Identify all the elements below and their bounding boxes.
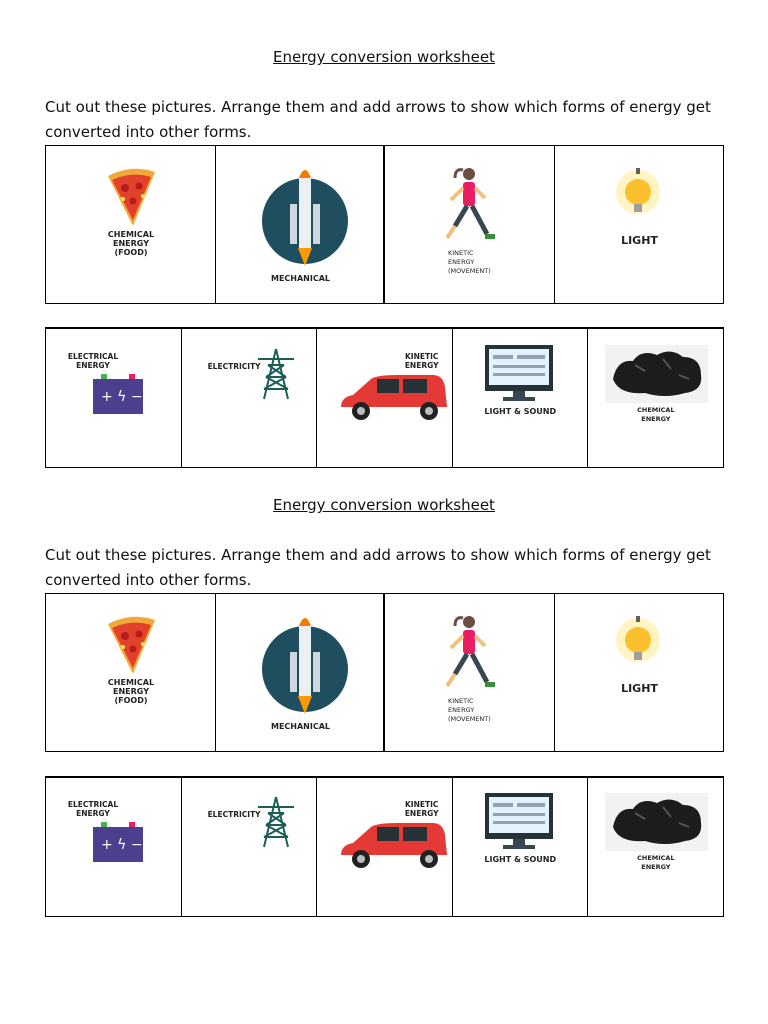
card-car[interactable] (317, 778, 453, 916)
coal-icon (605, 345, 708, 403)
rocket-label: MECHANICAL (270, 722, 330, 731)
card-bulb[interactable] (555, 594, 724, 751)
battery-label: ELECTRICAL ENERGY (67, 352, 119, 370)
coal-label: CHEMICAL ENERGY (637, 854, 675, 871)
lightbulb-icon (613, 614, 663, 670)
card-car[interactable] (317, 329, 453, 467)
worksheet-title: Energy conversion worksheet (273, 496, 495, 514)
svg-text:+ ϟ −: + ϟ − (101, 837, 143, 853)
worksheet-instructions: Cut out these pictures. Arrange them and add arrows to show which forms of energy get converted into other forms. (45, 98, 711, 141)
card-pylon[interactable] (182, 778, 318, 916)
pizza-label: CHEMICAL ENERGY (FOOD) (107, 230, 155, 257)
card-battery[interactable] (46, 329, 182, 467)
picture-row-top (45, 593, 724, 752)
pylon-label: ELECTRICITY (207, 362, 261, 371)
monitor-label: LIGHT & SOUND (484, 407, 557, 416)
pylon-label: ELECTRICITY (207, 810, 261, 819)
car-icon (337, 821, 449, 871)
monitor-icon (485, 793, 553, 851)
coal-label: CHEMICAL ENERGY (637, 406, 675, 423)
runner-icon (441, 612, 499, 696)
picture-row-bottom (45, 776, 724, 917)
bulb-label: LIGHT (621, 234, 658, 247)
car-icon (337, 373, 449, 423)
runner-label: KINETIC ENERGY (MOVEMENT) (448, 249, 491, 275)
car-label: KINETIC ENERGY (404, 352, 439, 370)
card-bulb[interactable] (555, 146, 724, 303)
pizza-label: CHEMICAL ENERGY (FOOD) (107, 678, 155, 705)
card-pylon[interactable] (182, 329, 318, 467)
picture-row-bottom (45, 327, 724, 468)
worksheet-instructions: Cut out these pictures. Arrange them and add arrows to show which forms of energy get converted into other forms. (45, 546, 711, 589)
rocket-icon (262, 614, 348, 718)
card-pizza[interactable] (46, 594, 216, 751)
card-monitor[interactable] (453, 329, 589, 467)
monitor-label: LIGHT & SOUND (484, 855, 557, 864)
card-coal[interactable] (588, 329, 723, 467)
card-rocket[interactable] (216, 594, 386, 751)
coal-icon (605, 793, 708, 851)
card-monitor[interactable] (453, 778, 589, 916)
power-pylon-icon (258, 797, 294, 847)
card-pizza[interactable] (46, 146, 216, 303)
pizza-icon (103, 614, 158, 676)
battery-icon (93, 374, 143, 414)
rocket-icon (262, 166, 348, 270)
card-rocket[interactable] (216, 146, 386, 303)
battery-icon (93, 822, 143, 862)
card-battery[interactable] (46, 778, 182, 916)
svg-text:+ ϟ −: + ϟ − (101, 389, 143, 405)
battery-label: ELECTRICAL ENERGY (67, 800, 119, 818)
card-runner[interactable] (385, 594, 555, 751)
car-label: KINETIC ENERGY (404, 800, 439, 818)
worksheet-title: Energy conversion worksheet (273, 48, 495, 66)
card-runner[interactable] (385, 146, 555, 303)
lightbulb-icon (613, 166, 663, 222)
pizza-icon (103, 166, 158, 228)
runner-icon (441, 164, 499, 248)
bulb-label: LIGHT (621, 682, 658, 695)
picture-row-top (45, 145, 724, 304)
rocket-label: MECHANICAL (270, 274, 330, 283)
monitor-icon (485, 345, 553, 403)
runner-label: KINETIC ENERGY (MOVEMENT) (448, 697, 491, 723)
power-pylon-icon (258, 349, 294, 399)
card-coal[interactable] (588, 778, 723, 916)
